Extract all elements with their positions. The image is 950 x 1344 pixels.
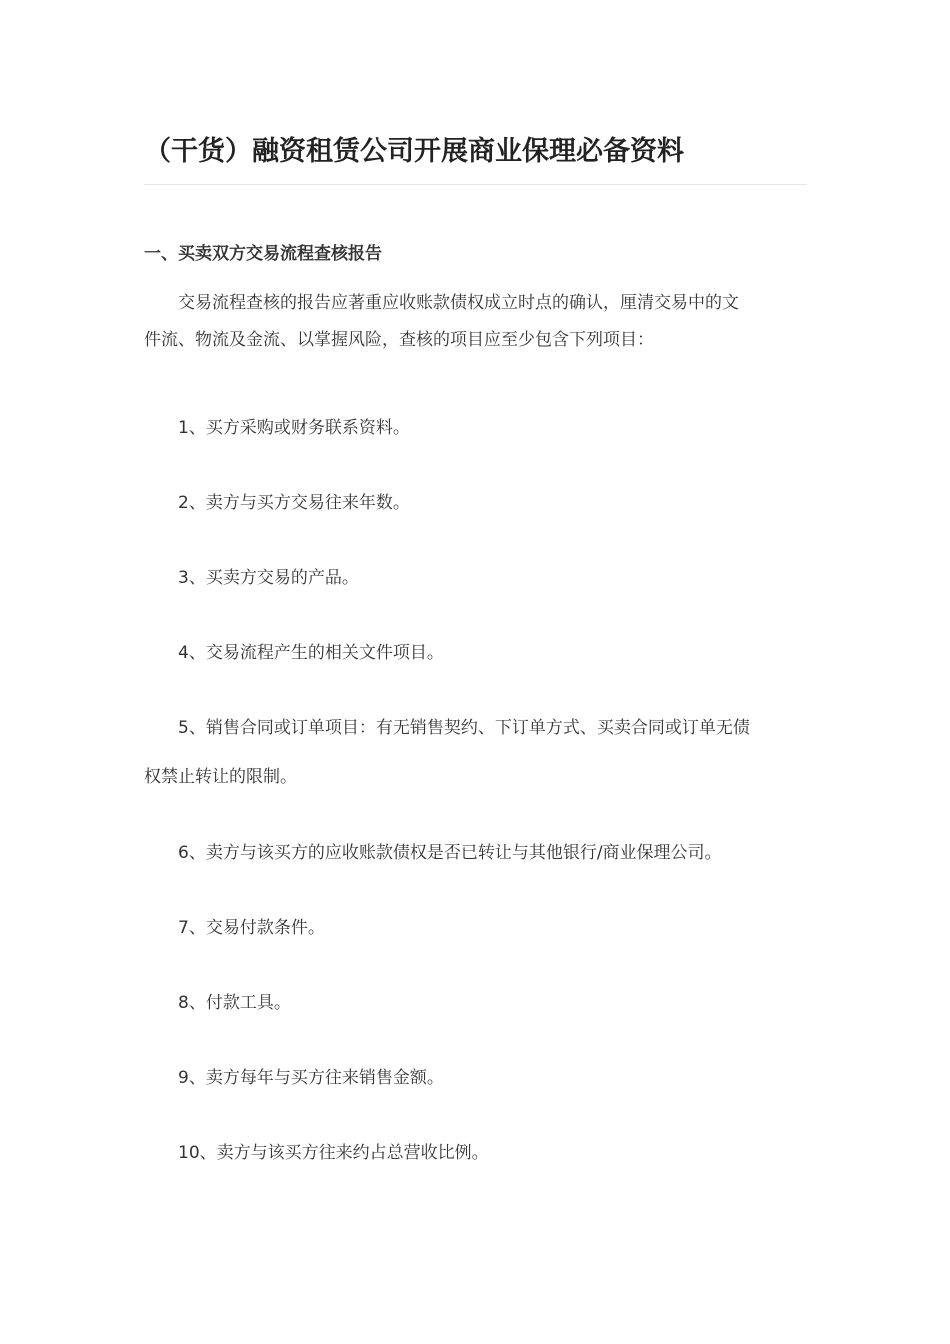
title-divider	[144, 184, 807, 185]
list-item-text: 3、买卖方交易的产品。	[178, 568, 359, 588]
list-item-8	[144, 985, 807, 1022]
list-item-text: 10、卖方与该买方往来约占总营收比例。	[178, 1143, 489, 1163]
list-item-text: 7、交易付款条件。	[178, 918, 325, 938]
intro-line-1: 交易流程查核的报告应著重应收账款债权成立时点的确认，厘清交易中的文	[178, 293, 739, 313]
intro-line-2: 件流、物流及金流、以掌握风险，查核的项目应至少包含下列项目：	[144, 330, 654, 350]
list-item-text: 1、买方采购或财务联系资料。	[178, 418, 410, 438]
list-item-text: 9、卖方每年与买方往来销售金额。	[178, 1068, 444, 1088]
list-item-text: 4、交易流程产生的相关文件项目。	[178, 643, 444, 663]
list-item-text: 5、销售合同或订单项目：有无销售契约、下订单方式、买卖合同或订单无债	[178, 718, 750, 738]
list-item-text: 2、卖方与买方交易往来年数。	[178, 493, 410, 513]
list-item-5	[144, 710, 807, 796]
list-item-2	[144, 485, 807, 522]
list-item-text-continued: 权禁止转让的限制。	[144, 767, 297, 787]
list-item-text: 6、卖方与该买方的应收账款债权是否已转让与其他银行/商业保理公司。	[178, 843, 722, 863]
list-item-7	[144, 910, 807, 947]
list-item-1	[144, 410, 807, 447]
list-item-10	[144, 1135, 807, 1172]
list-item-text: 8、付款工具。	[178, 993, 291, 1013]
list-item-6	[144, 835, 807, 872]
list-item-3	[144, 560, 807, 597]
section-heading: 一、买卖双方交易流程查核报告	[144, 244, 382, 264]
intro-paragraph	[144, 285, 807, 359]
list-item-4	[144, 635, 807, 672]
document-title: （干货）融资租赁公司开展商业保理必备资料	[144, 136, 684, 167]
list-item-9	[144, 1060, 807, 1097]
